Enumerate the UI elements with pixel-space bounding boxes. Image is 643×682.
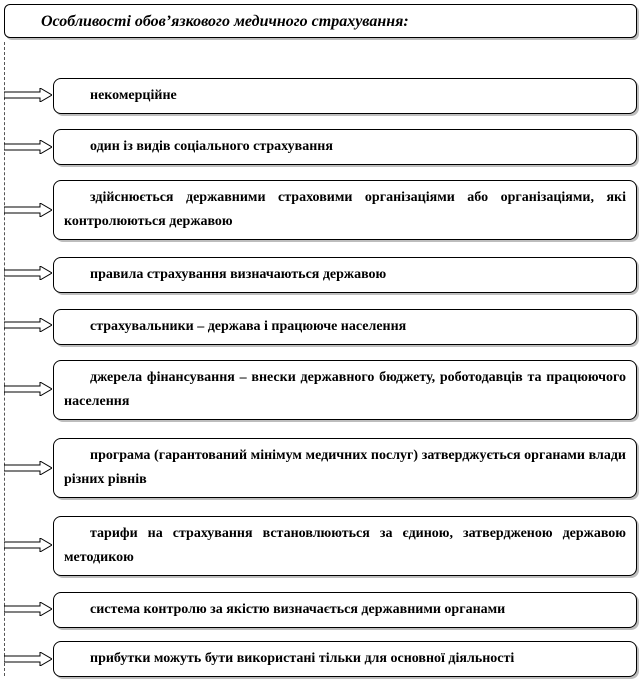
arrow-connector bbox=[4, 461, 52, 475]
feature-item-label: джерела фінансування – внески державного бюджету, роботодавців та працюючого населення bbox=[64, 370, 626, 409]
feature-item bbox=[53, 129, 637, 165]
arrow-connector bbox=[4, 602, 52, 616]
arrow-connector bbox=[4, 266, 52, 280]
feature-item-label: програма (гарантований мінімум медичних послуг) затверджується органами влади різних рівнів bbox=[64, 448, 626, 487]
arrow-connector bbox=[4, 382, 52, 396]
feature-item bbox=[53, 180, 637, 240]
arrow-connector bbox=[4, 88, 52, 102]
arrow-connector bbox=[4, 652, 52, 666]
connector-spine bbox=[4, 42, 5, 676]
arrow-connector bbox=[4, 318, 52, 332]
feature-item bbox=[53, 78, 637, 114]
arrow-connector bbox=[4, 538, 52, 552]
feature-item-label: один із видів соціального страхування bbox=[90, 139, 333, 154]
feature-item bbox=[53, 592, 637, 628]
feature-item bbox=[53, 641, 637, 677]
feature-item-label: страхувальники – держава і працююче населення bbox=[90, 319, 407, 334]
arrow-connector bbox=[4, 140, 52, 154]
feature-item bbox=[53, 257, 637, 293]
feature-item-label: некомерційне bbox=[90, 88, 177, 103]
feature-item bbox=[53, 309, 637, 345]
arrow-connector bbox=[4, 203, 52, 217]
feature-item-label: здійснюється державними страховими організаціями або організаціями, які контролюються державою bbox=[64, 190, 626, 229]
header-box bbox=[4, 4, 637, 38]
feature-item-label: тарифи на страхування встановлюються за єдиною, затвердженою державою методикою bbox=[64, 526, 626, 565]
diagram-title: Особливості обов’язкового медичного страхування: bbox=[41, 13, 409, 30]
feature-item-label: прибутки можуть бути використані тільки для основної діяльності bbox=[90, 651, 515, 666]
feature-item-label: система контролю за якістю визначається державними органами bbox=[90, 602, 506, 617]
feature-item bbox=[53, 438, 637, 498]
feature-item-label: правила страхування визначаються державою bbox=[90, 267, 387, 282]
feature-item bbox=[53, 516, 637, 576]
feature-item bbox=[53, 360, 637, 420]
